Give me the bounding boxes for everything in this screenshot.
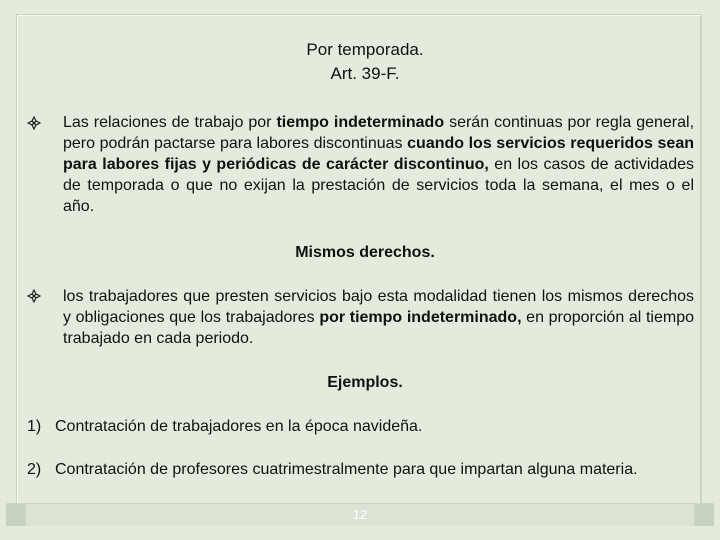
heading-mismos-derechos: Mismos derechos. [295,244,435,261]
bullet1-text-1: Las relaciones de trabajo por [63,114,277,131]
example-text: Contratación de profesores cuatrimestralmente para que impartan alguna materia. [55,461,638,478]
example-text: Contratación de trabajadores en la época navideña. [55,418,423,435]
example-item-1 [27,416,694,438]
bullet2-text-2: en proporción al tiempo trabajado en cada periodo. [63,309,694,347]
bullet1-text-3: en los casos de actividades de temporada o que no exijan la prestación de servicios toda la semana, el mes o el año. [63,156,694,215]
footer-left-accent [6,504,26,526]
bullet2-bold-1: por tiempo indeterminado, [319,309,522,326]
example-number: 1) [27,418,42,435]
bullet-paragraph-2 [63,286,694,349]
title-line-1: Por temporada. [306,40,424,59]
footer-right-accent [694,504,714,526]
diamond-bullet-icon [27,116,41,130]
bullet2-text-1: los trabajadores que presten servicios bajo esta modalidad tienen los mismos derechos y obligaciones que los trabajadores [63,288,694,326]
bullet-paragraph-1 [63,112,694,217]
bullet1-bold-1: tiempo indeterminado [276,114,445,131]
heading-ejemplos: Ejemplos. [327,374,403,391]
example-number: 2) [27,461,42,478]
bullet1-bold-2: cuando los servicios requeridos sean para labores fijas y periódicas de carácter discontinuo, [63,135,695,173]
example-item-2 [27,459,694,503]
slide-title [0,38,720,86]
page-number: 12 [352,507,368,522]
diamond-bullet-icon [27,289,41,303]
title-line-2: Art. 39-F. [330,64,400,83]
bullet1-text-2: serán continuas por regla general, pero podrán pactarse para labores discontinuas [63,114,695,152]
